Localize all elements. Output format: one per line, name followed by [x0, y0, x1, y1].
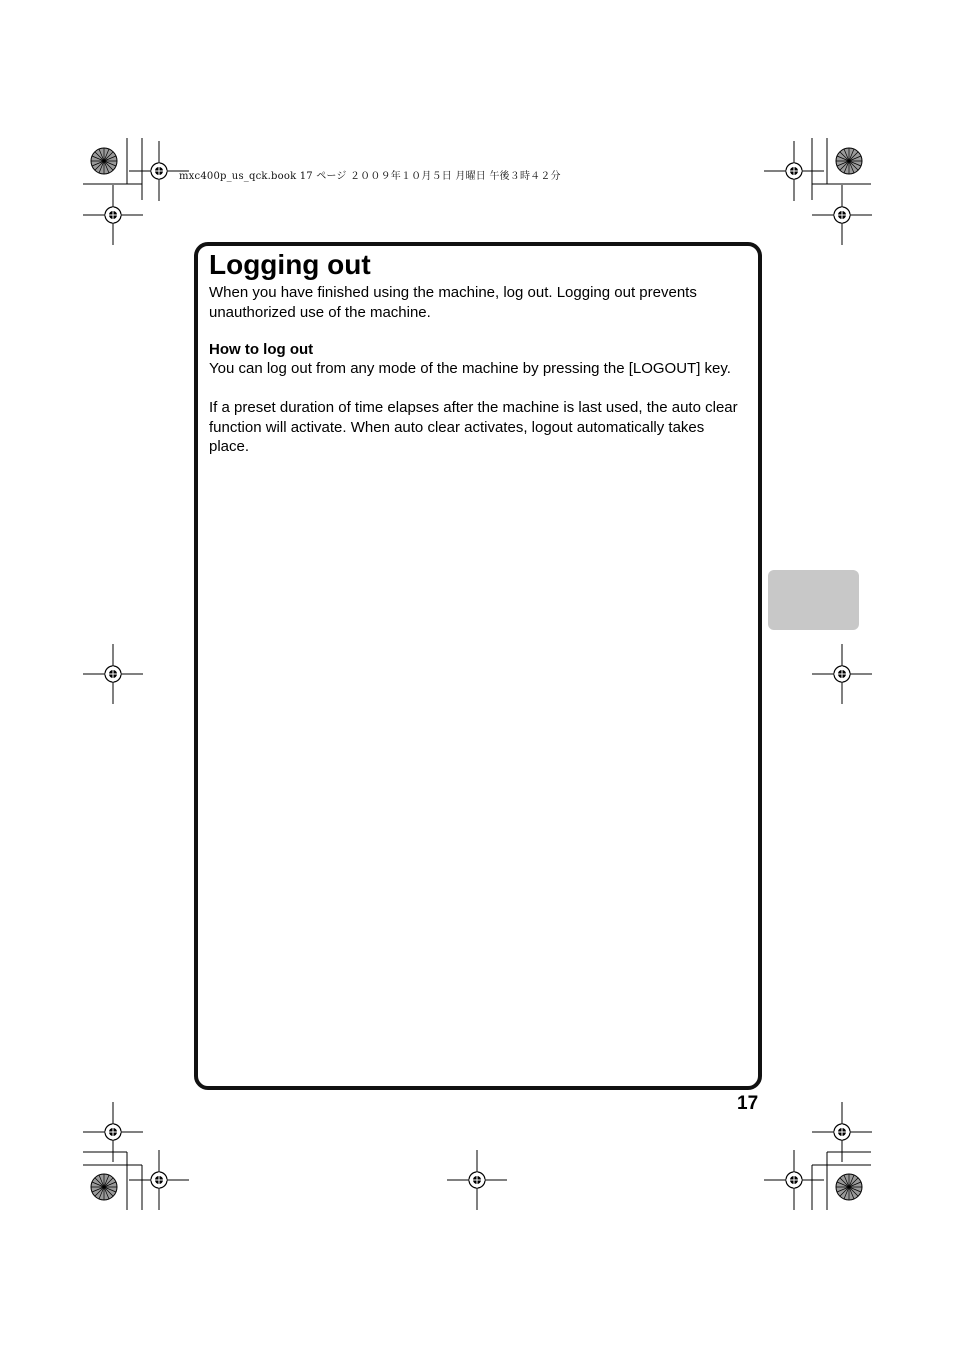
color-target-top-right: [836, 148, 862, 174]
print-info-line: mxc400p_us_qck.book 17 ページ ２００９年１０月５日 月曜日 午後３時４２分: [179, 171, 561, 182]
page-number: 17: [737, 1093, 759, 1114]
chapter-tab: [768, 570, 859, 630]
registration-mark-bottom-center: [447, 1150, 507, 1210]
registration-mark-middle-right: [812, 644, 872, 704]
color-target-bottom-left: [91, 1174, 117, 1200]
registration-mark-bottom-right: [764, 1150, 824, 1210]
registration-mark-bottom-left-inner: [83, 1102, 143, 1162]
registration-mark-top-right: [764, 141, 824, 201]
logout-key-paragraph: You can log out from any mode of the machine by pressing the [LOGOUT] key.: [209, 360, 731, 377]
registration-mark-middle-left: [83, 644, 143, 704]
registration-mark-bottom-right-inner: [812, 1102, 872, 1162]
color-target-bottom-right: [836, 1174, 862, 1200]
color-target-top-left: [91, 148, 117, 174]
section-subheading: How to log out: [209, 341, 314, 358]
registration-mark-top-left-inner: [83, 185, 143, 245]
registration-mark-top-right-inner: [812, 185, 872, 245]
intro-paragraph: When you have finished using the machine, log out. Logging out prevents unauthorized use of the machine.: [209, 284, 697, 321]
registration-mark-bottom-left: [129, 1150, 189, 1210]
auto-clear-paragraph: If a preset duration of time elapses after the machine is last used, the auto clear function will activate. When auto clear activates, logout automatically takes place.: [209, 399, 738, 455]
page-title: Logging out: [209, 249, 371, 280]
